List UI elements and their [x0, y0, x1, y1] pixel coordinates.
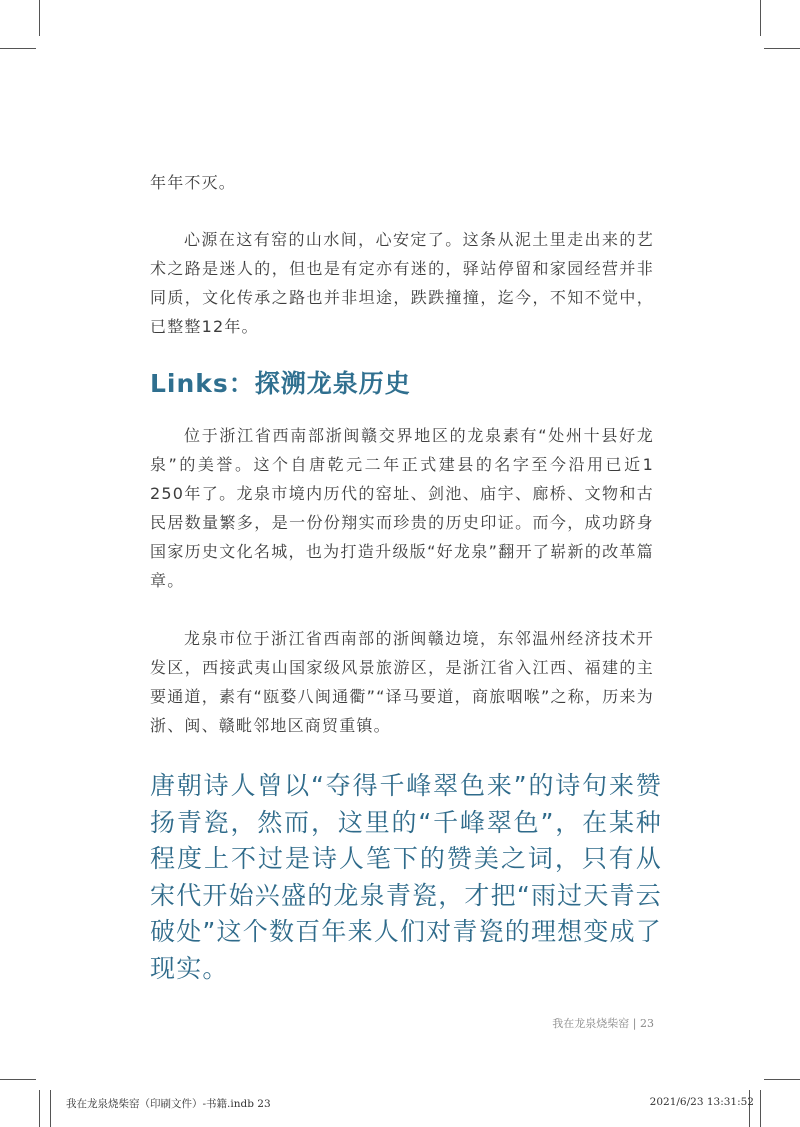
paragraph: 位于浙江省西南部浙闽赣交界地区的龙泉素有“处州十县好龙泉”的美誉。这个自唐乾元二年正式建县的名字至今沿用已近1 250年了。龙泉市境内历代的窑址、剑池、庙宇、廊桥、文物和古民居数量繁多，是一份份翔实而珍贵的历史印证。而今，成功跻身国家历史文化名城，也为打造升级版“好龙泉”翻开了崭新的改革篇章。: [150, 426, 654, 590]
crop-mark: [764, 48, 800, 49]
crop-mark: [39, 1090, 40, 1127]
paragraph: 心源在这有窑的山水间，心安定了。这条从泥土里走出来的艺术之路是迷人的，但也是有定亦有迷的，驿站停留和家园经营并非同质，文化传承之路也并非坦途，跌跌撞撞，迄今，不知不觉中，已整整12年。: [150, 230, 654, 336]
crop-mark: [39, 0, 40, 36]
crop-mark: [760, 0, 761, 36]
page-body: [150, 168, 654, 740]
pull-quote: 唐朝诗人曾以“夺得千峰翠色来”的诗句来赞扬青瓷，然而，这里的“千峰翠色”，在某种程度上不过是诗人笔下的赞美之词，只有从宋代开始兴盛的龙泉青瓷，才把“雨过天青云破处”这个数百年来人们对青瓷的理想变成了现实。: [150, 771, 662, 983]
print-slug-file: 我在龙泉烧柴窑（印刷文件）-书籍.indb 23: [66, 1098, 271, 1110]
section-heading: Links：探溯龙泉历史: [150, 369, 411, 398]
crop-mark: [50, 1090, 51, 1127]
crop-mark: [0, 48, 36, 49]
crop-mark: [760, 1090, 761, 1127]
paragraph: 年年不灭。: [150, 173, 237, 192]
paragraph: 龙泉市位于浙江省西南部的浙闽赣边境，东邻温州经济技术开发区，西接武夷山国家级风景旅游区，是浙江省入江西、福建的主要通道，素有“瓯婺八闽通衢”“译马要道，商旅咽喉”之称，历来为浙、闽、赣毗邻地区商贸重镇。: [150, 629, 654, 735]
print-slug-timestamp: 2021/6/23 13:31:52: [649, 1096, 754, 1108]
crop-mark: [0, 1079, 36, 1080]
crop-mark: [764, 1079, 800, 1080]
running-footer: 我在龙泉烧柴窑 | 23: [552, 1017, 654, 1030]
